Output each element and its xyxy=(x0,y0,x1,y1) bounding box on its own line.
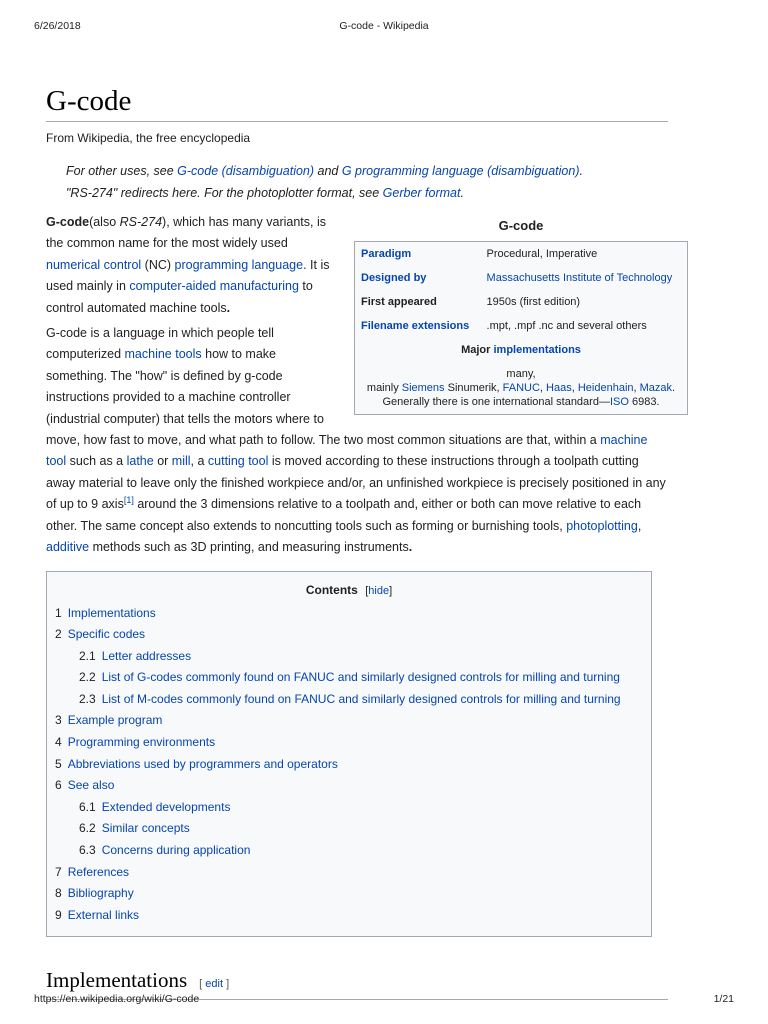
toc-number: 2.3 xyxy=(79,691,96,706)
toc-item[interactable] xyxy=(55,883,651,905)
print-page-number: 1/21 xyxy=(713,993,734,1005)
para-text: or xyxy=(153,454,172,469)
para-text: to control automated machine tools xyxy=(46,279,313,315)
toc-item[interactable] xyxy=(55,624,651,646)
infobox-row xyxy=(355,266,688,290)
table-of-contents xyxy=(46,571,652,938)
hatnote-text: For other uses, see xyxy=(66,164,178,178)
toc-subitem[interactable] xyxy=(55,667,651,689)
toc-subitem[interactable] xyxy=(55,840,651,862)
link-gcode-disambiguation[interactable]: G-code (disambiguation) xyxy=(177,164,315,178)
toc-number: 6 xyxy=(55,778,62,793)
infobox-value: .mpt, .mpf .nc and several others xyxy=(486,320,647,332)
toc-number: 3 xyxy=(55,713,62,728)
para-text: methods such as 3D printing, and measuring instruments xyxy=(89,540,409,555)
link-machine-tools[interactable]: machine tools xyxy=(124,347,202,362)
infobox-implementations xyxy=(355,362,688,415)
infobox-subheader xyxy=(355,338,688,362)
link-g-programming-disambiguation[interactable]: G programming language (disambiguation) xyxy=(341,164,580,178)
para-text: ), which has many variants, is the common name for the most widely used xyxy=(46,215,326,251)
toc-heading: Contents xyxy=(305,582,358,597)
toc-link[interactable]: Implementations xyxy=(67,605,156,620)
section-heading-text: Implementations xyxy=(46,968,188,993)
para-text: . xyxy=(226,300,231,315)
link-additive[interactable]: additive xyxy=(46,540,90,555)
hatnote-text: and xyxy=(314,164,342,178)
toc-link[interactable]: Example program xyxy=(67,713,163,728)
page-title: G-code xyxy=(46,82,668,122)
toc-link[interactable]: Bibliography xyxy=(67,886,134,901)
toc-number: 4 xyxy=(55,735,62,750)
term-bold: G-code xyxy=(46,215,90,229)
toc-number: 2 xyxy=(55,627,62,642)
toc-link[interactable]: Concerns during application xyxy=(101,843,251,858)
section-edit-link[interactable]: edit xyxy=(205,978,224,991)
infobox-row xyxy=(355,290,688,314)
site-sub: From Wikipedia, the free encyclopedia xyxy=(46,131,251,145)
impl-text: Sinumerik, xyxy=(444,382,503,394)
infobox-value: Procedural, Imperative xyxy=(486,248,598,260)
link-implementations[interactable]: implementations xyxy=(493,344,581,356)
infobox-table xyxy=(354,241,688,415)
toc-link[interactable]: Letter addresses xyxy=(101,648,192,663)
toc-item[interactable] xyxy=(55,775,651,797)
link-photoplotting[interactable]: photoplotting xyxy=(566,518,638,533)
toc-link[interactable]: References xyxy=(67,864,130,879)
toc-bracket: ] xyxy=(389,584,393,597)
link-machine-tool[interactable]: machine tool xyxy=(46,433,648,469)
infobox-caption: G-code xyxy=(498,218,544,233)
toc-subitem[interactable] xyxy=(55,797,651,819)
link-iso[interactable]: ISO xyxy=(609,396,629,408)
print-title: G-code - Wikipedia xyxy=(339,20,429,32)
link-fanuc[interactable]: FANUC xyxy=(502,382,540,394)
para-text: , xyxy=(637,518,642,533)
toc-bracket: [ xyxy=(365,584,369,597)
toc-list xyxy=(47,603,651,927)
edit-bracket: [ xyxy=(199,978,206,991)
term-italic: RS-274 xyxy=(119,215,163,229)
toc-link[interactable]: Abbreviations used by programmers and operators xyxy=(67,756,338,771)
para-text: G-code is a language in which people tell computerized xyxy=(46,326,274,362)
para-text: (also xyxy=(89,215,120,229)
toc-number: 1 xyxy=(55,605,62,620)
link-mill[interactable]: mill xyxy=(171,454,191,469)
impl-text: mainly xyxy=(366,382,402,394)
impl-text: , xyxy=(571,382,578,394)
link-cam[interactable]: computer-aided manufacturing xyxy=(129,279,299,294)
infobox-subheader-text: Major xyxy=(461,344,494,356)
para-text: how to make something. The "how" is defined by g-code instructions provided to a machine controller (industrial computer) that tells the motors where to move, how fast to move, and what path to follow. The two most common situations are that, within a xyxy=(46,347,601,448)
para-text: (NC) xyxy=(141,257,175,272)
toc-number: 5 xyxy=(55,756,62,771)
hatnote-text: . xyxy=(460,186,464,200)
toc-item[interactable] xyxy=(55,905,651,927)
para-text: , a xyxy=(190,454,208,469)
toc-item[interactable] xyxy=(55,754,651,776)
link-mazak[interactable]: Mazak xyxy=(639,382,673,394)
para-text: around the 3 dimensions relative to a toolpath and, either or both can move relative to each other. The same concept also extends to noncutting tools such as forming or burnishing tools, xyxy=(46,497,642,533)
infobox-value-link[interactable]: Massachusetts Institute of Technology xyxy=(486,272,673,284)
infobox-label: First appeared xyxy=(361,296,437,308)
link-gerber-format[interactable]: Gerber format xyxy=(382,186,461,200)
toc-subitem[interactable] xyxy=(55,646,651,668)
edit-bracket: ] xyxy=(223,978,230,991)
infobox-label-link[interactable]: Filename extensions xyxy=(361,320,470,332)
toc-link[interactable]: Extended developments xyxy=(101,799,231,814)
toc-number: 2.2 xyxy=(79,670,96,685)
impl-text: , xyxy=(539,382,547,394)
article-content xyxy=(46,82,676,1000)
toc-item[interactable] xyxy=(55,710,651,732)
toc-link[interactable]: List of G-codes commonly found on FANUC and similarly designed controls for milling and turning xyxy=(101,670,620,685)
toc-link[interactable]: Programming environments xyxy=(67,735,216,750)
toc-item[interactable] xyxy=(55,603,651,625)
link-heidenhain[interactable]: Heidenhain xyxy=(577,382,634,394)
toc-link[interactable]: Similar concepts xyxy=(101,821,190,836)
print-date: 6/26/2018 xyxy=(34,20,81,32)
toc-number: 8 xyxy=(55,886,62,901)
hatnote xyxy=(66,160,668,204)
infobox-value: 1950s (first edition) xyxy=(486,296,581,308)
para-text: such as a xyxy=(66,454,127,469)
reference-link[interactable]: [1] xyxy=(123,495,134,506)
infobox-row xyxy=(355,362,688,415)
toc-number: 7 xyxy=(55,864,62,879)
link-numerical-control[interactable]: numerical control xyxy=(46,257,142,272)
toc-hide-toggle[interactable]: hide xyxy=(368,584,390,597)
toc-number: 6.2 xyxy=(79,821,96,836)
link-cutting-tool[interactable]: cutting tool xyxy=(207,454,269,469)
impl-text: many, xyxy=(506,368,536,380)
link-siemens[interactable]: Siemens xyxy=(401,382,445,394)
toc-subitem[interactable] xyxy=(55,818,651,840)
impl-text: . xyxy=(672,382,676,394)
para-text: . It is used mainly in xyxy=(46,257,330,294)
hatnote-text: . xyxy=(579,164,583,178)
impl-text: Generally there is one international standard— xyxy=(382,396,610,408)
toc-subitem[interactable] xyxy=(55,689,651,711)
para-text: is moved according to these instructions through a toolpath cutting away material to leave only the finished workpiece and/or, an unfinished workpiece is precisely positioned in any of up to 9 axis xyxy=(46,454,666,512)
impl-text: , xyxy=(633,382,640,394)
infobox-label-link[interactable]: Designed by xyxy=(361,272,427,284)
toc-item[interactable] xyxy=(55,862,651,884)
hatnote-text: "RS-274" redirects here. For the photoplotter format, see xyxy=(66,186,383,200)
para-text: . xyxy=(408,540,413,555)
link-programming-language[interactable]: programming language xyxy=(174,257,304,272)
toc-number: 9 xyxy=(55,907,62,922)
toc-link[interactable]: External links xyxy=(67,907,140,922)
infobox xyxy=(354,212,688,415)
toc-link[interactable]: Specific codes xyxy=(67,627,146,642)
link-lathe[interactable]: lathe xyxy=(126,454,154,469)
toc-number: 2.1 xyxy=(79,648,96,663)
print-header xyxy=(0,20,768,34)
toc-link[interactable]: See also xyxy=(67,778,115,793)
infobox-row xyxy=(355,242,688,267)
toc-number: 6.3 xyxy=(79,843,96,858)
impl-text: 6983. xyxy=(628,396,660,408)
print-url: https://en.wikipedia.org/wiki/G-code xyxy=(34,993,200,1005)
toc-item[interactable] xyxy=(55,732,651,754)
link-haas[interactable]: Haas xyxy=(546,382,572,394)
toc-title xyxy=(47,578,651,603)
infobox-label-link[interactable]: Paradigm xyxy=(361,248,412,260)
toc-number: 6.1 xyxy=(79,799,96,814)
infobox-row xyxy=(355,314,688,338)
toc-link[interactable]: List of M-codes commonly found on FANUC and similarly designed controls for milling and turning xyxy=(101,691,621,706)
